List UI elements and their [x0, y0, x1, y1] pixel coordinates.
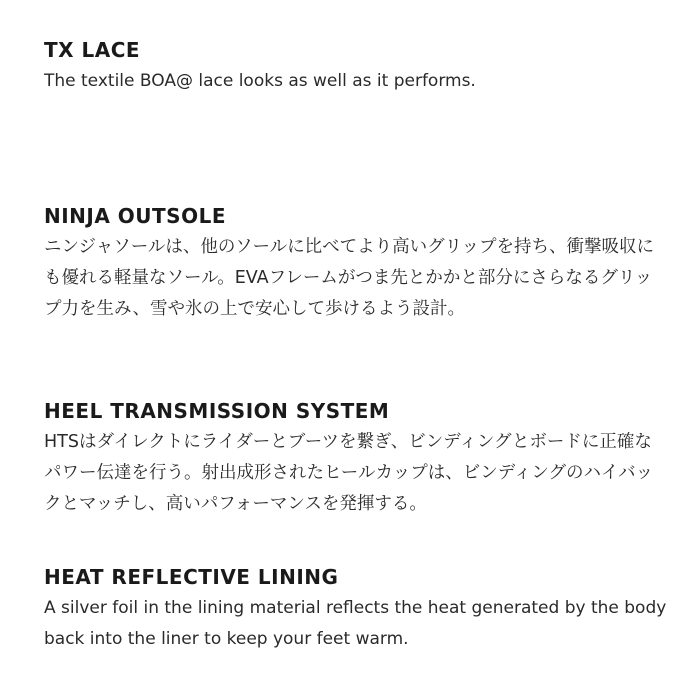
feature-title: HEAT REFLECTIVE LINING [44, 565, 339, 589]
feature-title: HEEL TRANSMISSION SYSTEM [44, 399, 390, 423]
feature-description: A silver foil in the lining material reflects the heat generated by the body back into the liner to keep your feet warm. [44, 598, 667, 649]
feature-title: TX LACE [44, 38, 141, 62]
feature-heel-transmission-system [44, 397, 669, 520]
feature-title: NINJA OUTSOLE [44, 204, 226, 228]
feature-tx-lace [44, 36, 669, 97]
feature-ninja-outsole [44, 202, 669, 325]
feature-description: ニンジャソールは、他のソールに比べてより高いグリップを持ち、衝撃吸収にも優れる軽量なソール。EVAフレームがつま先とかかと部分にさらなるグリップ力を生み、雪や氷の上で安心して歩けるよう設計。 [44, 237, 654, 319]
feature-heat-reflective-lining [44, 563, 669, 655]
feature-description: HTSはダイレクトにライダーとブーツを繋ぎ、ビンディングとボードに正確なパワー伝達を行う。射出成形されたヒールカップは、ビンディングのハイバックとマッチし、高いパフォーマンスを発揮する。 [44, 432, 654, 514]
feature-description: The textile BOA@ lace looks as well as it performs. [44, 71, 476, 91]
